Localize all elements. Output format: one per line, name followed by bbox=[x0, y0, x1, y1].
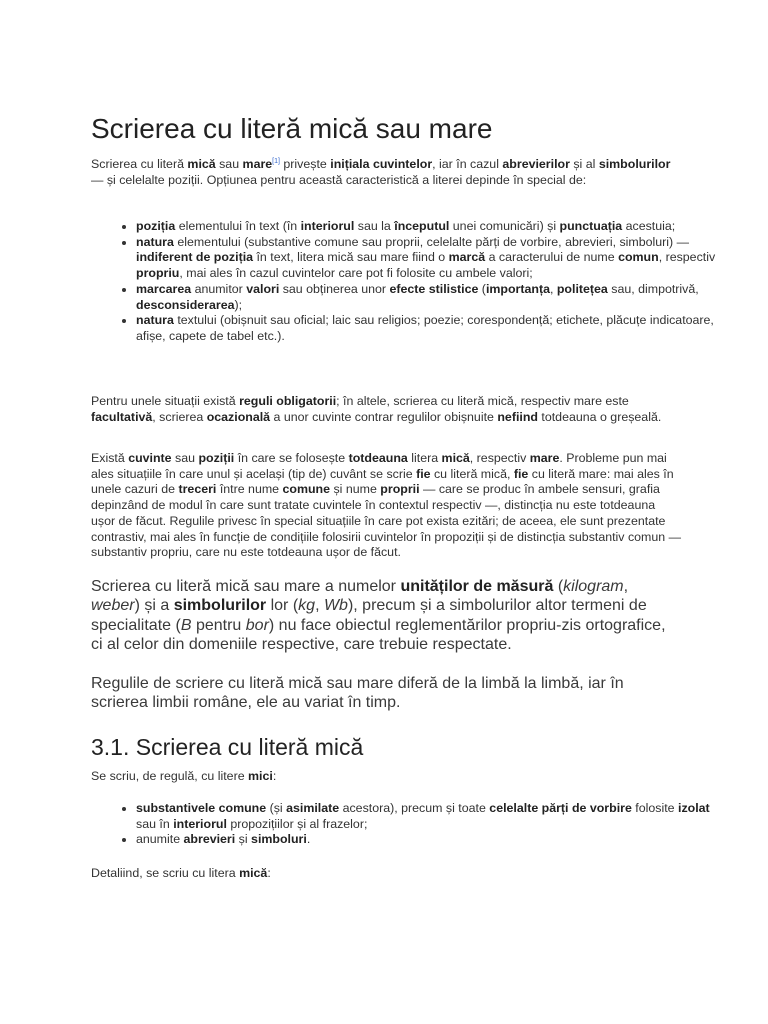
paragraph-reguli bbox=[91, 394, 681, 425]
text-run: a caracterului de nume bbox=[485, 250, 619, 265]
text-run: ) nu face obiectul reglementărilor propriu-zis ortografice, ci al celor din domeniile respective, care trebuie respectate. bbox=[91, 616, 666, 654]
text-run: , scrierea bbox=[152, 409, 207, 424]
text-run: — și celelalte poziții. Opțiunea pentru această caracteristică a literei depinde în special de: bbox=[91, 172, 587, 187]
text-run: cu literă mică, bbox=[430, 466, 514, 481]
text-run: privește bbox=[279, 157, 331, 172]
bold-term: simbolurilor bbox=[598, 157, 671, 172]
text-run: sau, dimpotrivă, bbox=[607, 281, 699, 296]
bold-term: fie bbox=[416, 466, 431, 481]
text-run: folosite bbox=[631, 801, 679, 815]
text-run: , mai ales în cazul cuvintelor care pot fi folosite cu ambele valori; bbox=[179, 266, 533, 281]
text-run: lor ( bbox=[266, 597, 299, 615]
bold-term: indiferent de poziția bbox=[136, 250, 254, 265]
text-run: , bbox=[315, 597, 324, 615]
text-run: elementului (substantive comune sau proprii, celelalte părți de vorbire, abrevieri, simboluri) — bbox=[173, 234, 690, 249]
text-run: Scrierea cu literă bbox=[91, 157, 188, 172]
paragraph-cuvinte bbox=[91, 451, 681, 561]
text-run: între nume bbox=[216, 482, 283, 497]
text-run: , respectiv bbox=[469, 451, 530, 465]
text-run: propozițiilor și al frazelor; bbox=[226, 816, 368, 831]
italic-term: kilogram bbox=[563, 578, 624, 595]
italic-term: weber bbox=[91, 597, 135, 615]
bold-term: simboluri bbox=[251, 832, 307, 847]
italic-term: Wb bbox=[323, 597, 348, 615]
text-run: cu literă mare: mai ales în unele cazuri de bbox=[91, 466, 674, 497]
text-run: litera bbox=[407, 451, 442, 465]
text-run: ), precum și a simbolurilor altor termeni de specialitate ( bbox=[91, 597, 647, 634]
text-run: acestuia; bbox=[622, 219, 676, 233]
text-run: Există bbox=[91, 451, 129, 465]
bold-term: comun bbox=[618, 250, 659, 265]
list-item bbox=[136, 801, 726, 832]
text-run: în care se folosește bbox=[234, 451, 349, 465]
text-run: , iar în cazul bbox=[432, 157, 503, 172]
text-run: Scrierea cu literă mică sau mare a numelor bbox=[91, 578, 401, 595]
section-heading: 3.1. Scrierea cu literă mică bbox=[91, 734, 364, 760]
italic-term: B bbox=[180, 616, 192, 634]
text-run: ( bbox=[478, 281, 486, 296]
bold-term: propriu bbox=[136, 266, 180, 281]
bold-term: celelalte părți de vorbire bbox=[489, 801, 632, 815]
footnote-link[interactable]: [1] bbox=[272, 158, 280, 165]
bold-term: substantivele comune bbox=[136, 801, 267, 815]
text-run: și nume bbox=[330, 482, 381, 497]
bold-term: valori bbox=[246, 281, 280, 296]
bold-term: unităților de măsură bbox=[400, 578, 554, 595]
text-run: ); bbox=[234, 297, 243, 312]
text-run: , bbox=[623, 578, 629, 595]
paragraph-litere-mici bbox=[91, 769, 681, 785]
text-run: Pentru unele situații există bbox=[91, 394, 240, 408]
criteria-list bbox=[91, 219, 726, 345]
bold-term: simbolurilor bbox=[173, 597, 267, 615]
text-run: Detaliind, se scriu cu litera bbox=[91, 866, 240, 880]
text-run: unei comunicări) și bbox=[449, 219, 560, 233]
bold-term: începutul bbox=[394, 219, 450, 233]
italic-term: bor bbox=[245, 616, 269, 634]
text-run: pentru bbox=[191, 616, 246, 634]
text-run: , bbox=[549, 281, 557, 296]
list-item bbox=[136, 219, 726, 235]
intro-paragraph bbox=[91, 154, 681, 189]
bold-term: abrevierilor bbox=[502, 157, 570, 172]
bold-term: facultativă bbox=[91, 409, 153, 424]
text-run: totdeauna o greșeală. bbox=[537, 409, 662, 424]
list-item bbox=[136, 832, 726, 848]
bold-term: asimilate bbox=[286, 801, 340, 815]
text-run: (și bbox=[266, 801, 287, 815]
bold-term: punctuația bbox=[559, 219, 623, 233]
bold-term: mare bbox=[242, 157, 273, 172]
text-run: — care se produc în ambele sensuri, grafia depinzând de modul în care sunt tratate cuvintele în contextul respectiv —, distincția nu este totdeauna ușor de făcut. Regulile privesc în special situațiile în care pot exista ezitări; de aceea, ele sunt prezentate contrastiv, mai ales în funcție de condițiile folosirii cuvintelor în propoziții și de distincția substantiv comun — substantiv propriu, care nu este totdeauna ușor de făcut. bbox=[91, 482, 681, 560]
text-run: acestora), precum și toate bbox=[339, 801, 490, 815]
bold-term: izolat bbox=[678, 801, 710, 815]
text-run: a unor cuvinte contrar regulilor obișnuite bbox=[270, 409, 498, 424]
bold-term: interiorul bbox=[300, 219, 355, 233]
bold-term: ocazională bbox=[206, 409, 271, 424]
lowercase-list bbox=[91, 801, 726, 848]
bold-term: interiorul bbox=[173, 816, 227, 831]
paragraph-reguli-limba bbox=[91, 674, 681, 713]
bold-term: fie bbox=[513, 466, 529, 481]
bold-term: poziții bbox=[198, 451, 235, 465]
text-run: , respectiv bbox=[658, 250, 716, 265]
text-run: . bbox=[306, 832, 311, 847]
bold-term: natura bbox=[136, 234, 174, 249]
bold-term: politețea bbox=[556, 281, 608, 296]
bold-term: totdeauna bbox=[348, 451, 408, 465]
text-run: Se scriu, de regulă, cu litere bbox=[91, 769, 249, 783]
bold-term: treceri bbox=[178, 482, 217, 497]
italic-term: kg bbox=[298, 597, 316, 615]
text-run: sau în bbox=[136, 816, 174, 831]
bold-term: nefiind bbox=[497, 409, 538, 424]
text-run: sau bbox=[215, 157, 243, 172]
bold-term: marcă bbox=[448, 250, 486, 265]
bold-term: marcarea bbox=[136, 281, 192, 296]
text-run: în text, litera mică sau mare fiind o bbox=[253, 250, 449, 265]
bold-term: mici bbox=[248, 769, 273, 783]
text-run: : bbox=[272, 769, 277, 783]
text-run: Regulile de scriere cu literă mică sau mare diferă de la limbă la limbă, iar în scrierea limbii române, ele au variat în timp. bbox=[91, 675, 624, 712]
bold-term: reguli obligatorii bbox=[239, 394, 337, 408]
bold-term: mică bbox=[441, 451, 470, 465]
bold-term: comune bbox=[282, 482, 331, 497]
text-run: elementului în text (în bbox=[175, 219, 301, 233]
list-item bbox=[136, 313, 726, 344]
bold-term: proprii bbox=[380, 482, 420, 497]
text-run: și al bbox=[569, 157, 599, 172]
page-title: Scrierea cu literă mică sau mare bbox=[91, 113, 493, 144]
text-run: anumitor bbox=[191, 281, 247, 296]
bold-term: importanța bbox=[485, 281, 550, 296]
text-run: ) și a bbox=[134, 597, 174, 615]
bold-term: desconsiderarea bbox=[136, 297, 235, 312]
text-run: ; în altele, scrierea cu literă mică, respectiv mare este bbox=[336, 394, 629, 408]
bold-term: mică bbox=[187, 157, 216, 172]
bold-term: natura bbox=[136, 313, 174, 328]
text-run: sau la bbox=[354, 219, 395, 233]
list-item bbox=[136, 282, 726, 313]
paragraph-detaliind bbox=[91, 866, 681, 882]
text-run: sau obținerea unor bbox=[279, 281, 390, 296]
text-run: ( bbox=[553, 578, 564, 595]
bold-term: mică bbox=[239, 866, 268, 880]
list-item bbox=[136, 235, 726, 282]
text-run: anumite bbox=[136, 832, 184, 847]
bold-term: abrevieri bbox=[183, 832, 236, 847]
bold-term: efecte stilistice bbox=[389, 281, 479, 296]
bold-term: poziția bbox=[136, 219, 176, 233]
bold-term: cuvinte bbox=[128, 451, 172, 465]
paragraph-unitati bbox=[91, 577, 681, 655]
bold-term: mare bbox=[529, 451, 560, 465]
text-run: și bbox=[235, 832, 252, 847]
text-run: textului (obișnuit sau oficial; laic sau religios; poezie; corespondență; etichete, plăcuțe indicatoare, afișe, capete de tabel etc.). bbox=[136, 313, 714, 343]
text-run: sau bbox=[171, 451, 199, 465]
bold-term: inițiala cuvintelor bbox=[330, 157, 433, 172]
text-run: . Probleme pun mai ales situațiile în care unul și același (tip de) cuvânt se scrie bbox=[91, 451, 667, 481]
text-run: : bbox=[267, 866, 271, 880]
